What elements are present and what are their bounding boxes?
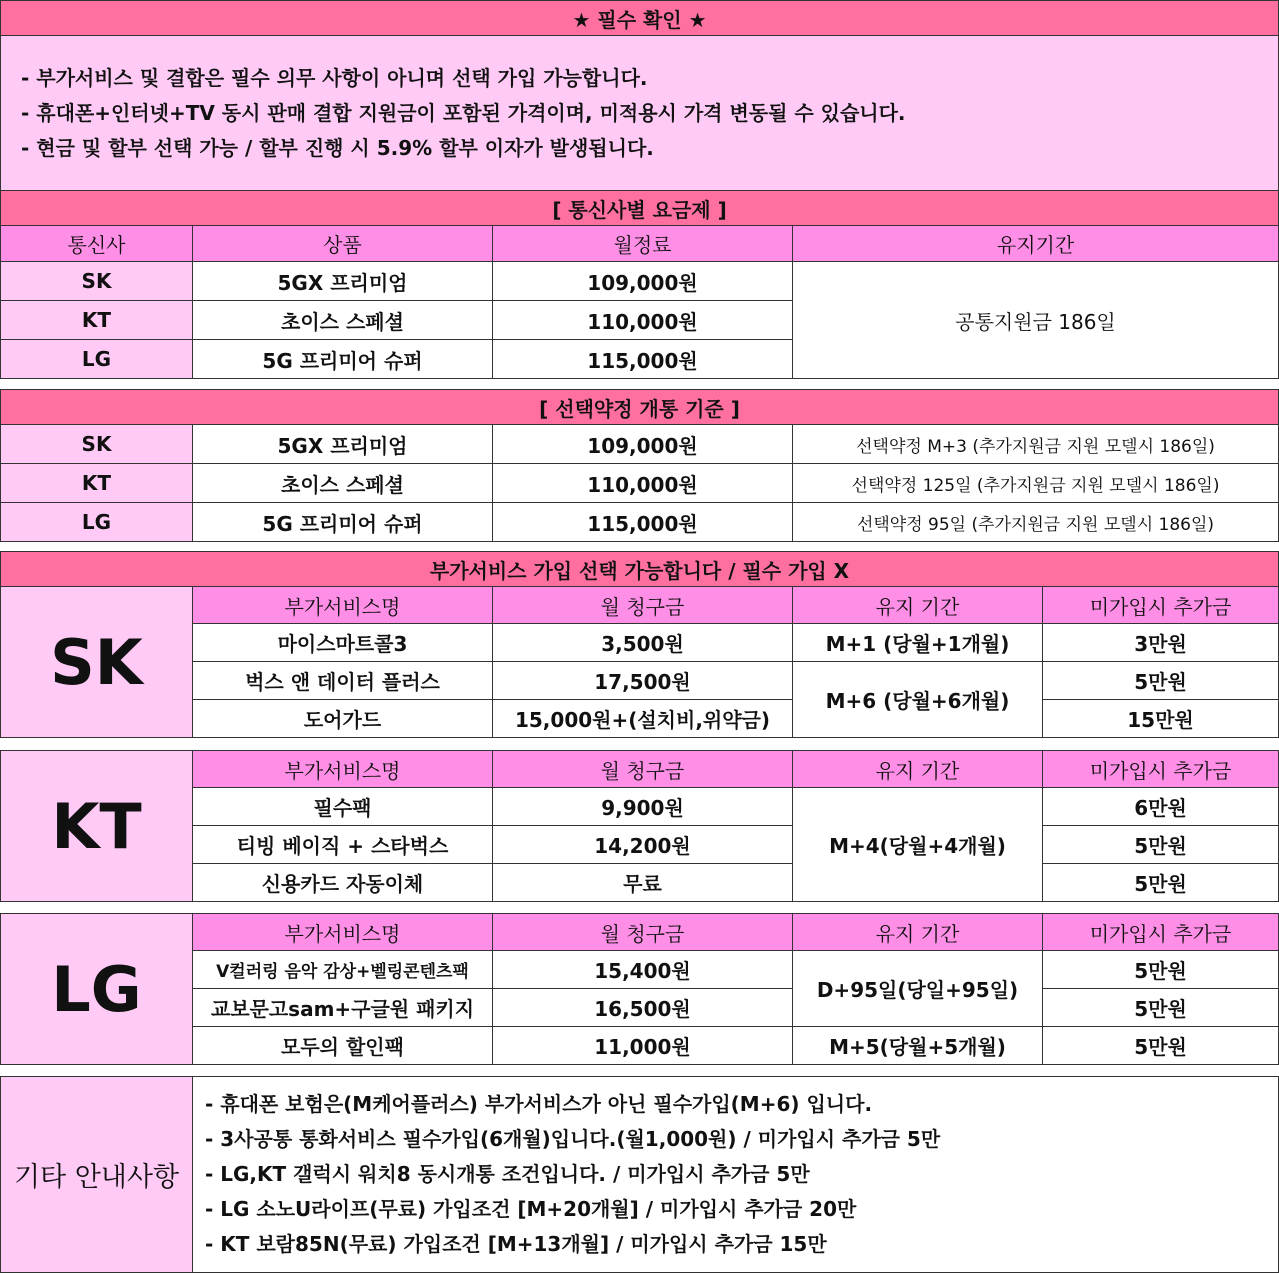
period-cell: 공통지원금 186일 xyxy=(793,262,1279,379)
addon-fee-cell: 17,500원 xyxy=(493,662,793,700)
notice-line: - 현금 및 할부 선택 가능 / 할부 진행 시 5.9% 할부 이자가 발생됩니다. xyxy=(21,135,654,160)
product-cell: 초이스 스페셜 xyxy=(193,301,493,340)
header-extra-fee: 미가입시 추가금 xyxy=(1043,751,1279,788)
fee-cell: 109,000원 xyxy=(493,425,793,464)
table-row xyxy=(1,624,1279,662)
header-monthly-fee: 월 청구금 xyxy=(493,751,793,788)
header-period: 유지 기간 xyxy=(793,914,1043,951)
carrier-cell: KT xyxy=(1,464,193,503)
fee-cell: 110,000원 xyxy=(493,464,793,503)
table-row xyxy=(1,951,1279,989)
addon-name-cell: 벅스 앤 데이터 플러스 xyxy=(193,662,493,700)
addon-name-cell: 티빙 베이직 + 스타벅스 xyxy=(193,826,493,864)
addon-fee-cell: 15,000원+(설치비,위약금) xyxy=(493,700,793,738)
carrier-cell: KT xyxy=(1,301,193,340)
kt-addons-table xyxy=(0,750,1279,902)
addon-fee-cell: 무료 xyxy=(493,864,793,902)
table-row xyxy=(1,503,1279,542)
plans-table xyxy=(0,190,1279,379)
addons-title: 부가서비스 가입 선택 가능합니다 / 필수 가입 X xyxy=(1,552,1279,587)
header-period: 유지 기간 xyxy=(793,587,1043,624)
notice-title: ★ 필수 확인 ★ xyxy=(1,1,1279,36)
addons-title-table xyxy=(0,551,1279,587)
product-cell: 5GX 프리미엄 xyxy=(193,262,493,301)
addon-extra-cell: 5만원 xyxy=(1043,864,1279,902)
notice-table xyxy=(0,0,1279,191)
lg-addons-table xyxy=(0,913,1279,1065)
fee-cell: 115,000원 xyxy=(493,503,793,542)
fee-cell: 109,000원 xyxy=(493,262,793,301)
addon-fee-cell: 16,500원 xyxy=(493,989,793,1027)
addon-extra-cell: 5만원 xyxy=(1043,1027,1279,1065)
product-cell: 5G 프리미어 슈퍼 xyxy=(193,503,493,542)
header-carrier: 통신사 xyxy=(1,226,193,262)
addon-period-cell: M+5(당월+5개월) xyxy=(793,1027,1043,1065)
etc-line: - 휴대폰 보험은(M케어플러스) 부가서비스가 아닌 필수가입(M+6) 입니다. xyxy=(205,1092,873,1116)
addon-extra-cell: 5만원 xyxy=(1043,951,1279,989)
addon-fee-cell: 3,500원 xyxy=(493,624,793,662)
selective-title: [ 선택약정 개통 기준 ] xyxy=(1,390,1279,425)
addon-extra-cell: 5만원 xyxy=(1043,662,1279,700)
sk-addons-table xyxy=(0,586,1279,738)
addon-fee-cell: 9,900원 xyxy=(493,788,793,826)
sk-label: SK xyxy=(1,587,193,738)
carrier-cell: LG xyxy=(1,340,193,379)
header-monthly-fee: 월 청구금 xyxy=(493,914,793,951)
table-row xyxy=(1,826,1279,864)
table-row xyxy=(1,662,1279,700)
addon-name-cell: V컬러링 음악 감상+벨링콘텐츠팩 xyxy=(193,951,493,989)
addon-extra-cell: 3만원 xyxy=(1043,624,1279,662)
addon-name-cell: 교보문고sam+구글원 패키지 xyxy=(193,989,493,1027)
addon-name-cell: 마이스마트콜3 xyxy=(193,624,493,662)
table-row xyxy=(1,262,1279,301)
header-monthly-fee: 월 청구금 xyxy=(493,587,793,624)
table-row xyxy=(1,700,1279,738)
addon-period-cell: M+6 (당월+6개월) xyxy=(793,662,1043,738)
notice-line: - 부가서비스 및 결합은 필수 의무 사항이 아니며 선택 가입 가능합니다. xyxy=(21,65,648,90)
addon-fee-cell: 14,200원 xyxy=(493,826,793,864)
carrier-cell: SK xyxy=(1,262,193,301)
product-cell: 5G 프리미어 슈퍼 xyxy=(193,340,493,379)
product-cell: 초이스 스페셜 xyxy=(193,464,493,503)
addon-period-cell: D+95일(당일+95일) xyxy=(793,951,1043,1027)
addon-extra-cell: 15만원 xyxy=(1043,700,1279,738)
addon-fee-cell: 15,400원 xyxy=(493,951,793,989)
table-row xyxy=(1,1027,1279,1065)
header-addon-name: 부가서비스명 xyxy=(193,914,493,951)
addon-name-cell: 필수팩 xyxy=(193,788,493,826)
header-extra-fee: 미가입시 추가금 xyxy=(1043,914,1279,951)
etc-list xyxy=(193,1077,1279,1273)
etc-line: - LG,KT 갤럭시 워치8 동시개통 조건입니다. / 미가입시 추가금 5만 xyxy=(205,1162,810,1186)
header-period: 유지 기간 xyxy=(793,751,1043,788)
header-product: 상품 xyxy=(193,226,493,262)
fee-cell: 115,000원 xyxy=(493,340,793,379)
addon-name-cell: 도어가드 xyxy=(193,700,493,738)
plans-title: [ 통신사별 요금제 ] xyxy=(1,191,1279,226)
header-addon-name: 부가서비스명 xyxy=(193,587,493,624)
period-cell: 선택약정 125일 (추가지원금 지원 모델시 186일) xyxy=(793,464,1279,503)
addon-name-cell: 모두의 할인팩 xyxy=(193,1027,493,1065)
addon-period-cell: M+1 (당월+1개월) xyxy=(793,624,1043,662)
etc-line: - KT 보람85N(무료) 가입조건 [M+13개월] / 미가입시 추가금 15만 xyxy=(205,1232,827,1256)
etc-line: - LG 소노U라이프(무료) 가입조건 [M+20개월] / 미가입시 추가금 20만 xyxy=(205,1197,857,1221)
addon-period-cell: M+4(당월+4개월) xyxy=(793,788,1043,902)
etc-line: - 3사공통 통화서비스 필수가입(6개월)입니다.(월1,000원) / 미가입시 추가금 5만 xyxy=(205,1127,941,1151)
addon-fee-cell: 11,000원 xyxy=(493,1027,793,1065)
table-row xyxy=(1,464,1279,503)
header-addon-name: 부가서비스명 xyxy=(193,751,493,788)
kt-label: KT xyxy=(1,751,193,902)
table-row xyxy=(1,425,1279,464)
selective-table xyxy=(0,389,1279,542)
notice-line: - 휴대폰+인터넷+TV 동시 판매 결합 지원금이 포함된 가격이며, 미적용시 가격 변동될 수 있습니다. xyxy=(21,100,906,125)
notice-body xyxy=(1,36,1279,191)
period-cell: 선택약정 95일 (추가지원금 지원 모델시 186일) xyxy=(793,503,1279,542)
table-row xyxy=(1,989,1279,1027)
table-row xyxy=(1,864,1279,902)
addon-extra-cell: 5만원 xyxy=(1043,826,1279,864)
header-period: 유지기간 xyxy=(793,226,1279,262)
addon-name-cell: 신용카드 자동이체 xyxy=(193,864,493,902)
etc-title: 기타 안내사항 xyxy=(1,1077,193,1273)
product-cell: 5GX 프리미엄 xyxy=(193,425,493,464)
etc-table xyxy=(0,1076,1279,1273)
addon-extra-cell: 6만원 xyxy=(1043,788,1279,826)
header-extra-fee: 미가입시 추가금 xyxy=(1043,587,1279,624)
addon-extra-cell: 5만원 xyxy=(1043,989,1279,1027)
lg-label: LG xyxy=(1,914,193,1065)
header-fee: 월정료 xyxy=(493,226,793,262)
carrier-cell: LG xyxy=(1,503,193,542)
fee-cell: 110,000원 xyxy=(493,301,793,340)
table-row xyxy=(1,788,1279,826)
carrier-cell: SK xyxy=(1,425,193,464)
period-cell: 선택약정 M+3 (추가지원금 지원 모델시 186일) xyxy=(793,425,1279,464)
